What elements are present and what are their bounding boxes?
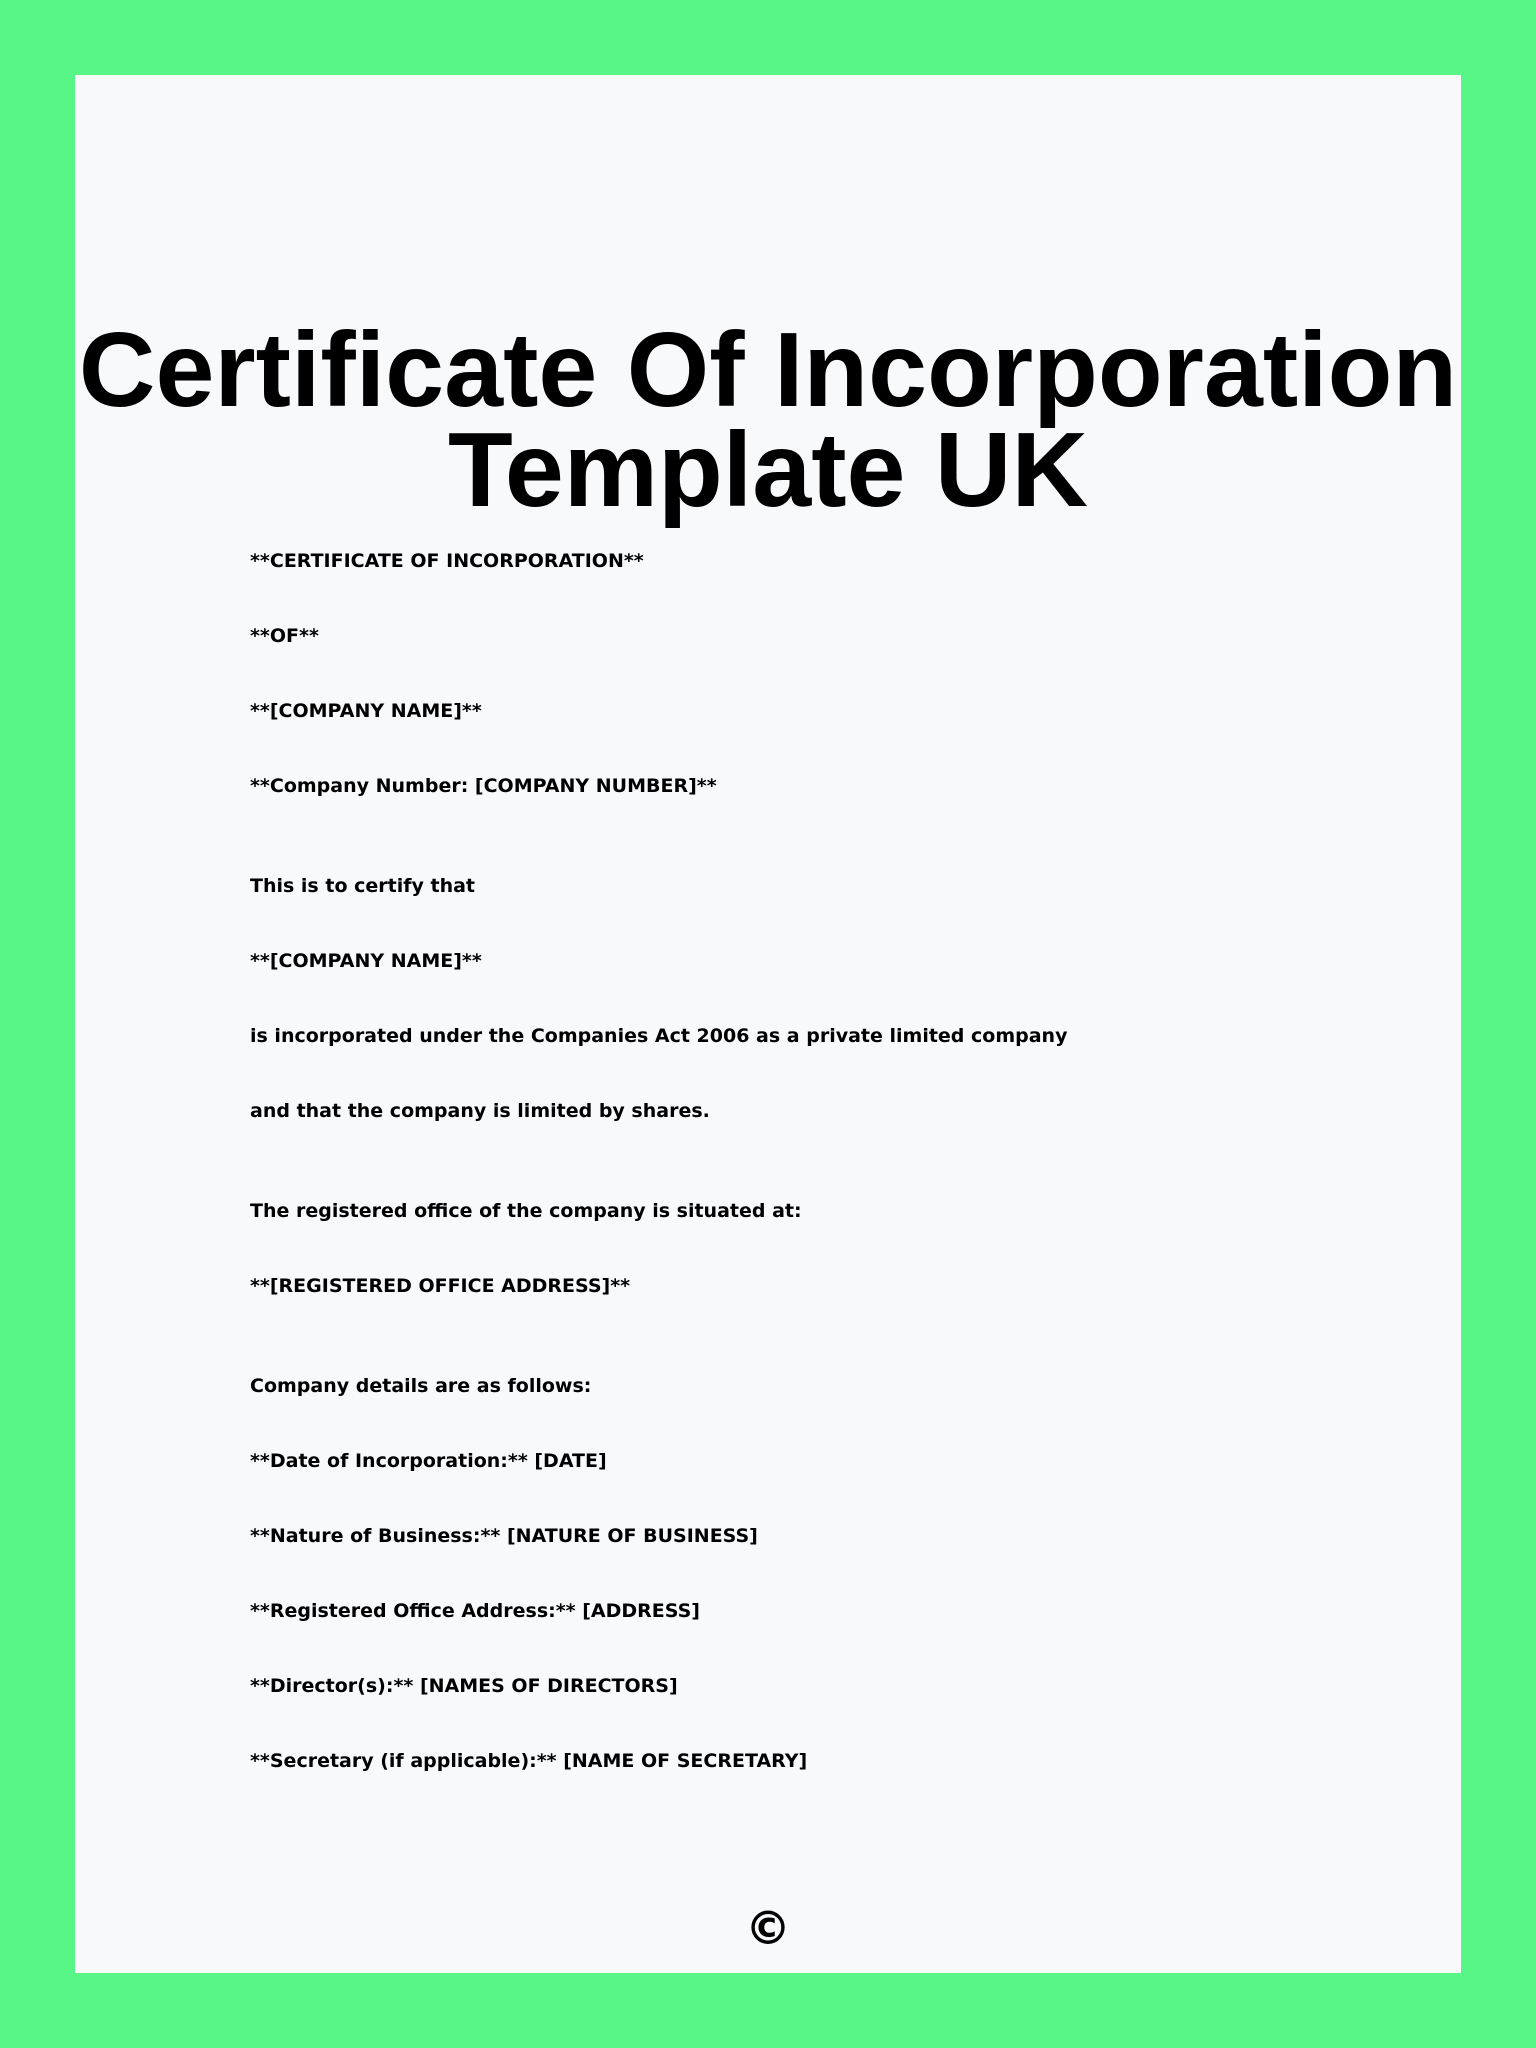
- certify-incorporated: is incorporated under the Companies Act 2006 as a private limited company: [250, 1025, 1068, 1047]
- office-address: **[REGISTERED OFFICE ADDRESS]**: [250, 1275, 631, 1297]
- detail-nature-of-business: **Nature of Business:** [NATURE OF BUSINESS]: [250, 1525, 758, 1547]
- detail-directors: **Director(s):** [NAMES OF DIRECTORS]: [250, 1675, 678, 1697]
- office-intro: The registered office of the company is situated at:: [250, 1200, 802, 1222]
- details-intro: Company details are as follows:: [250, 1375, 592, 1397]
- heading-of: **OF**: [250, 625, 319, 647]
- document-page: [75, 75, 1461, 1973]
- certify-company-name: **[COMPANY NAME]**: [250, 950, 482, 972]
- copyright-icon: ©: [745, 1901, 791, 1955]
- document-title: [75, 311, 1461, 529]
- heading-company-name: **[COMPANY NAME]**: [250, 700, 482, 722]
- title-line-2: Template UK: [447, 411, 1089, 529]
- detail-date-of-incorporation: **Date of Incorporation:** [DATE]: [250, 1450, 607, 1472]
- certify-intro: This is to certify that: [250, 875, 476, 897]
- certify-limited-by-shares: and that the company is limited by shares.: [250, 1100, 710, 1122]
- heading-certificate: **CERTIFICATE OF INCORPORATION**: [250, 550, 644, 572]
- detail-secretary: **Secretary (if applicable):** [NAME OF SECRETARY]: [250, 1750, 808, 1772]
- detail-registered-office-address: **Registered Office Address:** [ADDRESS]: [250, 1600, 700, 1622]
- title-line-1: Certificate Of Incorporation: [78, 311, 1458, 429]
- heading-company-number: **Company Number: [COMPANY NUMBER]**: [250, 775, 717, 797]
